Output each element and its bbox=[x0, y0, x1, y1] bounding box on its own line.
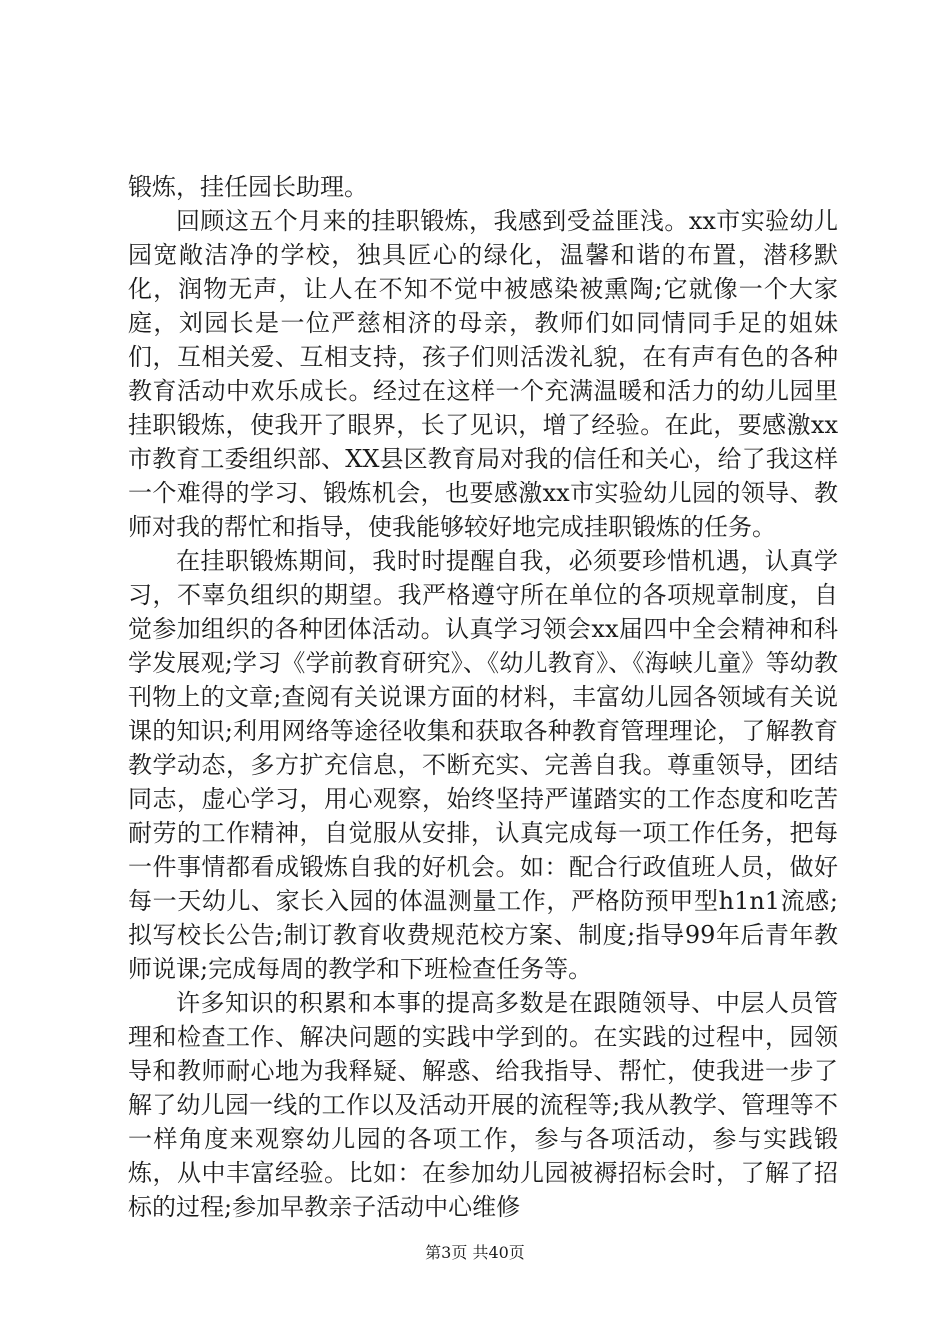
paragraph: 许多知识的积累和本事的提高多数是在跟随领导、中层人员管理和检查工作、解决问题的实践中学到的。在实践的过程中，园领导和教师耐心地为我释疑、解惑、给我指导、帮忙，使我进一步了解了幼儿园一线的工作以及活动开展的流程等;我从教学、管理等不一样角度来观察幼儿园的各项工作，参与各项活动，参与实践锻炼，从中丰富经验。比如：在参加幼儿园被褥招标会时，了解了招标的过程;参加早教亲子活动中心维修 bbox=[128, 989, 838, 1221]
paragraph: 在挂职锻炼期间，我时时提醒自我，必须要珍惜机遇，认真学习，不辜负组织的期望。我严格遵守所在单位的各项规章制度，自觉参加组织的各种团体活动。认真学习领会xx届四中全会精神和科学发展观;学习《学前教育研究》、《幼儿教育》、《海峡儿童》等幼教刊物上的文章;查阅有关说课方面的材料，丰富幼儿园各领域有关说课的知识;利用网络等途径收集和获取各种教育管理理论，了解教育教学动态，多方扩充信息，不断充实、完善自我。尊重领导，团结同志，虚心学习，用心观察，始终坚持严谨踏实的工作态度和吃苦耐劳的工作精神，自觉服从安排，认真完成每一项工作任务，把每一件事情都看成锻炼自我的好机会。如：配合行政值班人员，做好每一天幼儿、家长入园的体温测量工作，严格防预甲型h1n1流感;拟写校长公告;制订教育收费规范校方案、制度;指导99年后青年教师说课;完成每周的教学和下班检查任务等。 bbox=[128, 547, 838, 983]
document-body bbox=[128, 170, 838, 1224]
paragraph: 回顾这五个月来的挂职锻炼，我感到受益匪浅。xx市实验幼儿园宽敞洁净的学校，独具匠心的绿化，温馨和谐的布置，潜移默化，润物无声，让人在不知不觉中被感染被熏陶;它就像一个大家庭，刘园长是一位严慈相济的母亲，教师们如同情同手足的姐妹们，互相关爱、互相支持，孩子们则活泼礼貌，在有声有色的各种教育活动中欢乐成长。经过在这样一个充满温暖和活力的幼儿园里挂职锻炼，使我开了眼界，长了见识，增了经验。在此，要感激xx市教育工委组织部、XX县区教育局对我的信任和关心，给了我这样一个难得的学习、锻炼机会，也要感激xx市实验幼儿园的领导、教师对我的帮忙和指导，使我能够较好地完成挂职锻炼的任务。 bbox=[128, 207, 838, 541]
page-number-footer: 第3页 共40页 bbox=[425, 1243, 525, 1262]
paragraph-continuation: 锻炼，挂任园长助理。 bbox=[128, 173, 368, 201]
